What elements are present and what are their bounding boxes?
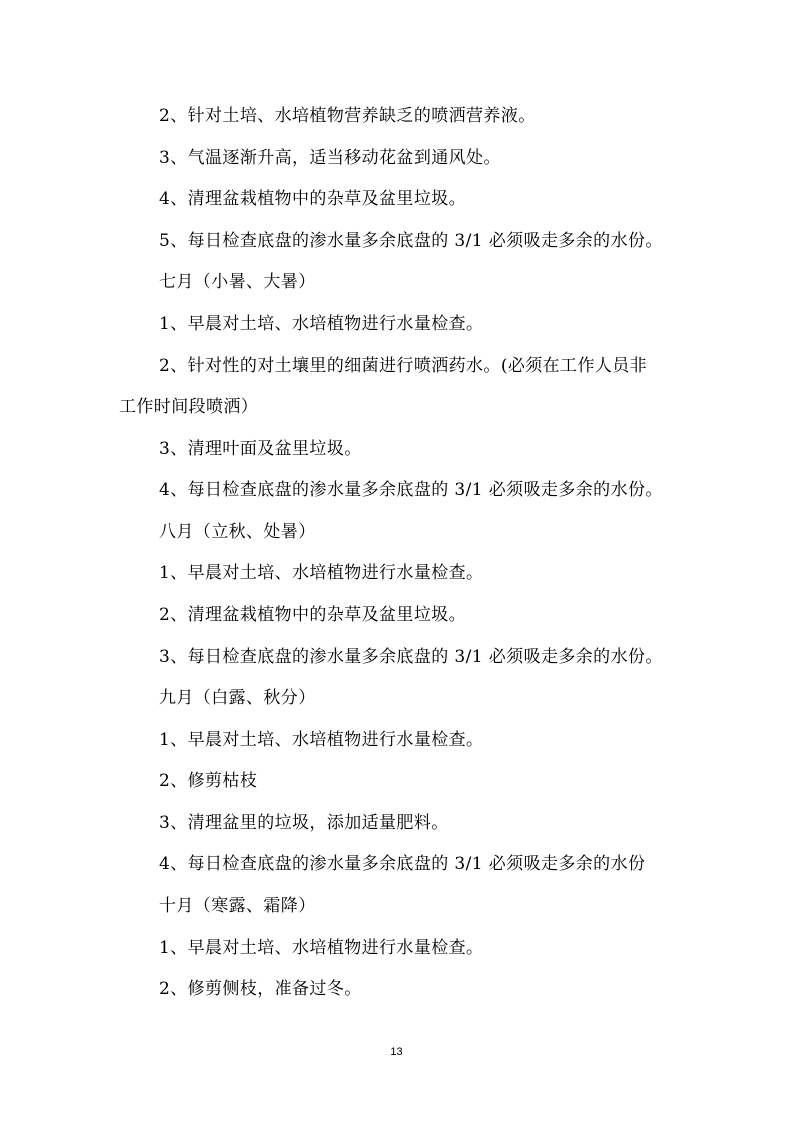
paragraph-line: 3、清理盆里的垃圾，添加适量肥料。 [159,813,449,833]
page-number: 13 [390,1046,403,1058]
paragraph-line: 3、每日检查底盘的渗水量多余底盘的 3/1 必须吸走多余的水份。 [159,647,663,667]
paragraph-line: 4、每日检查底盘的渗水量多余底盘的 3/1 必须吸走多余的水份 [159,854,646,874]
paragraph-line: 2、修剪枯枝 [159,771,258,791]
section-heading-september: 九月（白露、秋分） [159,688,316,708]
paragraph-line: 2、修剪侧枝，准备过冬。 [159,979,362,999]
paragraph-line: 5、每日检查底盘的渗水量多余底盘的 3/1 必须吸走多余的水份。 [159,231,663,251]
section-heading-october: 十月（寒露、霜降） [159,896,316,916]
paragraph-line: 1、早晨对土培、水培植物进行水量检查。 [159,563,484,583]
paragraph-line: 1、早晨对土培、水培植物进行水量检查。 [159,938,484,958]
paragraph-line: 3、清理叶面及盆里垃圾。 [159,439,362,459]
section-heading-july: 七月（小暑、大暑） [159,272,316,292]
paragraph-line: 2、清理盆栽植物中的杂草及盆里垃圾。 [159,605,467,625]
paragraph-line: 2、针对土培、水培植物营养缺乏的喷洒营养液。 [159,106,536,126]
paragraph-line-continued: 工作时间段喷洒） [119,397,259,417]
paragraph-line: 4、清理盆栽植物中的杂草及盆里垃圾。 [159,189,467,209]
paragraph-line: 4、每日检查底盘的渗水量多余底盘的 3/1 必须吸走多余的水份。 [159,480,663,500]
paragraph-line: 1、早晨对土培、水培植物进行水量检查。 [159,314,484,334]
section-heading-august: 八月（立秋、处暑） [159,522,316,542]
paragraph-line: 3、气温逐渐升高，适当移动花盆到通风处。 [159,148,501,168]
paragraph-line: 1、早晨对土培、水培植物进行水量检查。 [159,730,484,750]
paragraph-line: 2、针对性的对土壤里的细菌进行喷洒药水。(必须在工作人员非 [159,356,648,376]
